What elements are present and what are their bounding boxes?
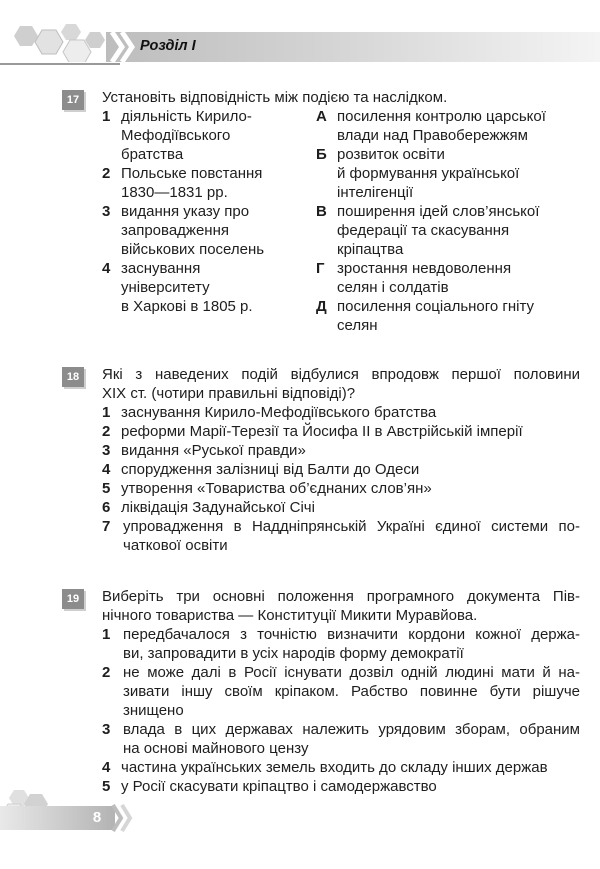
list-item: 3 видання указу про запровадження військових поселень <box>102 203 265 258</box>
list-item: 4 спорудження залізниці від Балти до Одеси <box>102 461 420 478</box>
list-item: 2 Польське повстання 1830—1831 рр. <box>102 165 263 201</box>
question-17: 17 Установіть відповідність між подією та наслідком. 1 діяльність Кирило- Мефодіївського братства 2 Польське повстання 1830—1831 рр. 3 видання указу про запровадження військових поселень 4 заснування університету в Харкові в 1805 р. А посилення контролю царської влади над Правобережжям Б розвиток освіти й формування української інтелігенції В поширення ідей слов’янської федерації та скасування кріпацтва Г зростання невдоволення селян і солдатів Д посилення соціального гніту селян <box>62 88 582 338</box>
list-item: 3 видання «Руської правди» <box>102 442 306 459</box>
list-item: 4 частина українських земель входить до складу інших держав <box>102 759 548 776</box>
chevron-decoration-icon <box>110 804 140 834</box>
question-number-badge: 19 <box>62 589 84 609</box>
list-item: 5 утворення «Товариства об’єднаних слов’ян» <box>102 480 432 497</box>
question-number-badge: 18 <box>62 367 84 387</box>
question-prompt: Установіть відповідність між подією та наслідком. <box>102 89 448 106</box>
hexagon-decoration-icon <box>0 22 120 62</box>
list-item: 1 заснування Кирило-Мефодіївського братства <box>102 404 437 421</box>
header-divider <box>0 63 120 65</box>
section-title: Розділ І <box>140 38 196 54</box>
page-number: 8 <box>92 809 102 826</box>
list-item: 6 ліквідація Задунайської Січі <box>102 499 315 516</box>
question-18: 18 Які з наведених подій відбулися впродовж першої половини XIX ст. (чотири правильні відповіді)? 1 заснування Кирило-Мефодіївського братства 2 реформи Марії-Терезії та Йосифа ІІ в Австрійській імперії 3 видання «Руської правди» 4 спорудження залізниці від Балти до Одеси 5 утворення «Товариства об’єднаних слов’ян» 6 ліквідація Задунайської Січі 7 упровадження в Наддніпрянській Україні єдиної системи по- чаткової освіти <box>62 365 582 560</box>
list-item: 4 заснування університету в Харкові в 1805 р. <box>102 260 253 315</box>
question-19: 19 Виберіть три основні положення програмного документа Пів- нічного товариства — Конституції Микити Муравйова. 1 передбачалося з точністю визначити кордони кожної держа- ви, запровадити в усіх народів форму демократії 2 не може далі в Росії існувати дозвіл одній людині мати й на- зивати іншу своїм кріпаком. Рабство повинне бути рішуче знищено 3 влада в цих державах належить урядовим зборам, обраним на основі майнового цензу 4 частина українських земель входить до складу інших держав 5 у Росії скасувати кріпацтво і самодержавство <box>62 587 582 797</box>
chevron-decoration-icon <box>108 30 138 64</box>
list-item: 1 діяльність Кирило- Мефодіївського братства <box>102 108 252 163</box>
page-footer <box>0 788 600 848</box>
page-header <box>0 22 600 60</box>
question-prompt: Виберіть три основні положення програмного документа Пів- нічного товариства — Конституції Микити Муравйова. <box>102 588 580 624</box>
question-number-badge: 17 <box>62 90 84 110</box>
list-item: 2 реформи Марії-Терезії та Йосифа ІІ в Австрійській імперії <box>102 423 523 440</box>
list-item: 5 у Росії скасувати кріпацтво і самодержавство <box>102 778 437 795</box>
question-prompt: Які з наведених подій відбулися впродовж першої половини XIX ст. (чотири правильні відповіді)? <box>102 366 580 402</box>
